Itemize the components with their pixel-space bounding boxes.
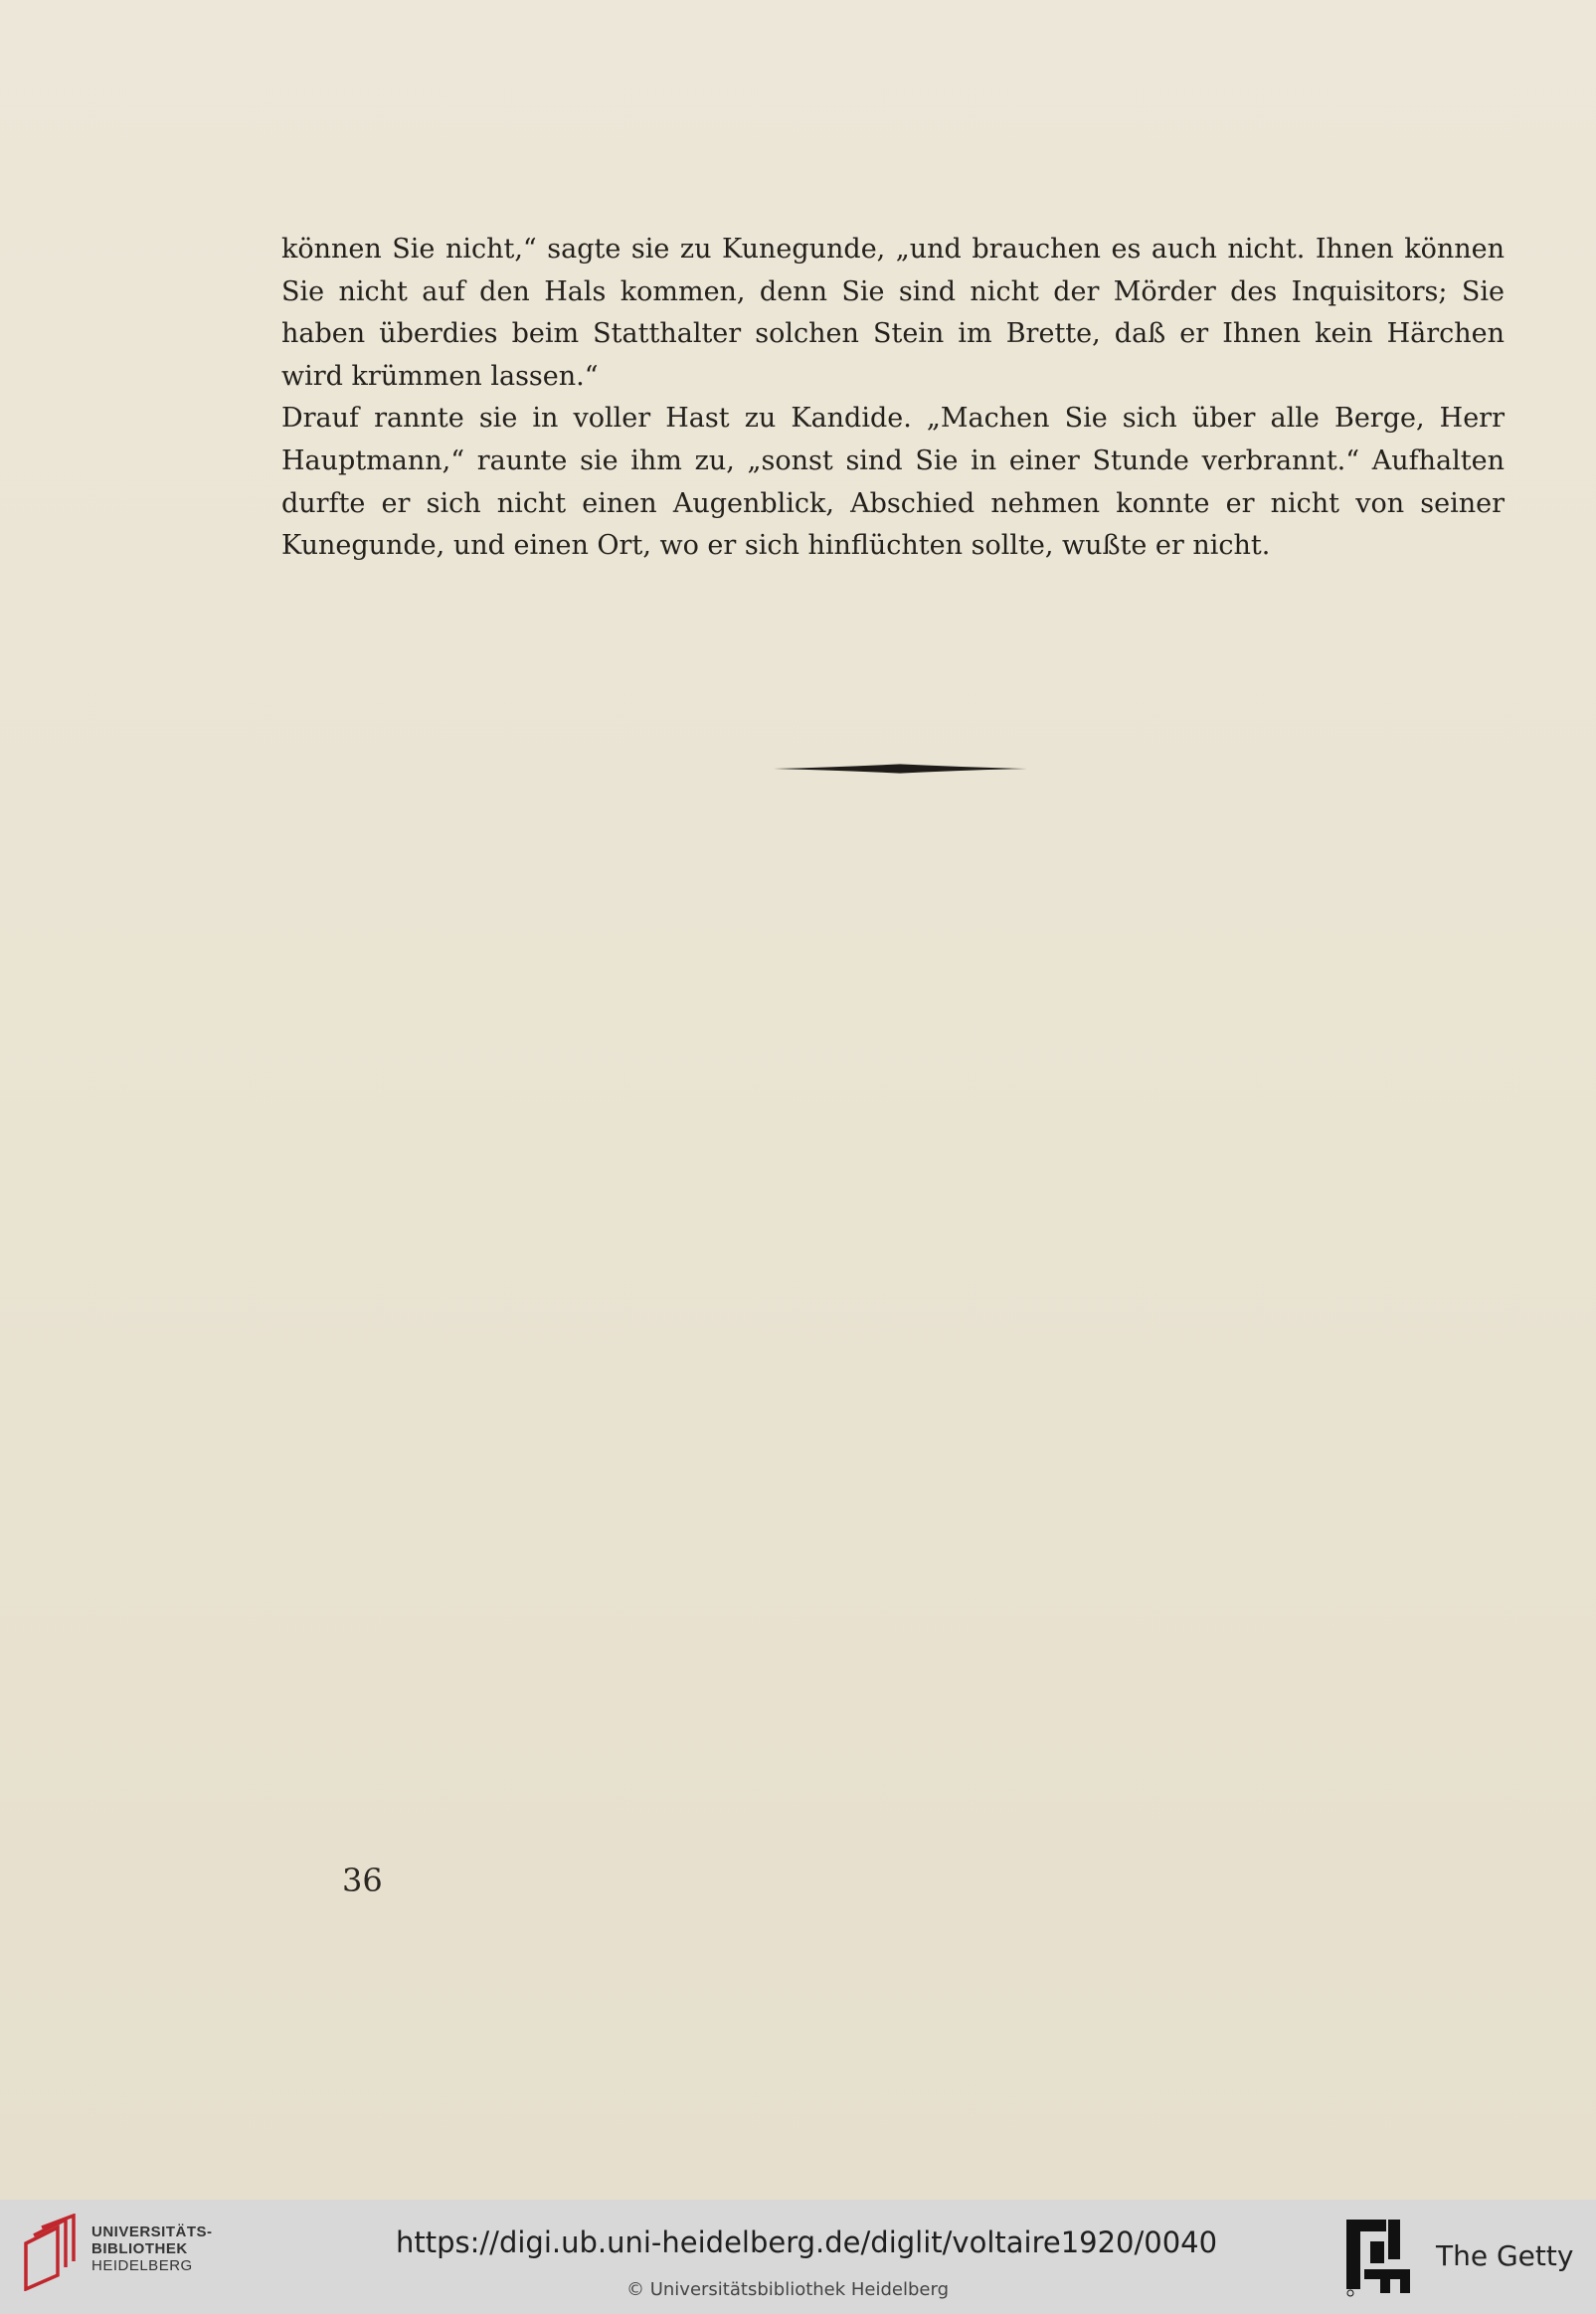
paragraph-2: Drauf rannte sie in voller Hast zu Kandide. „Machen Sie sich über alle Berge, Herr Hauptmann,“ raunte sie ihm zu, „sonst sind Sie in einer Stunde verbrannt.“ Aufhalten durfte er sich nicht einen Augenblick, Abschied nehmen konnte er nicht von seiner Kunegunde, und einen Ort, wo er sich hinflüchten sollte, wußte er nicht. bbox=[281, 403, 1505, 562]
partner-name: The Getty bbox=[1436, 2239, 1574, 2272]
getty-logo-icon bbox=[1344, 2218, 1412, 2297]
page-number: 36 bbox=[342, 1862, 383, 1899]
decorative-rule bbox=[774, 762, 1027, 776]
copyright-notice: © Universitätsbibliothek Heidelberg bbox=[626, 2279, 950, 2300]
document-url-link[interactable]: https://digi.ub.uni-heidelberg.de/diglit/voltaire1920/0040 bbox=[396, 2225, 1218, 2259]
body-text bbox=[281, 229, 1505, 568]
paragraph-1: können Sie nicht,“ sagte sie zu Kunegunde, „und brauchen es auch nicht. Ihnen können Sie nicht auf den Hals kommen, denn Sie sind nicht der Mörder des Inquisitors; Sie haben überdies beim Statthalter solchen Stein im Brette, daß er Ihnen kein Härchen wird krümmen lassen.“ bbox=[281, 234, 1505, 392]
footer-bar bbox=[0, 2200, 1596, 2314]
library-name: UNIVERSITÄTS- BIBLIOTHEK HEIDELBERG bbox=[91, 2224, 213, 2274]
university-library-logo-icon bbox=[18, 2214, 80, 2291]
